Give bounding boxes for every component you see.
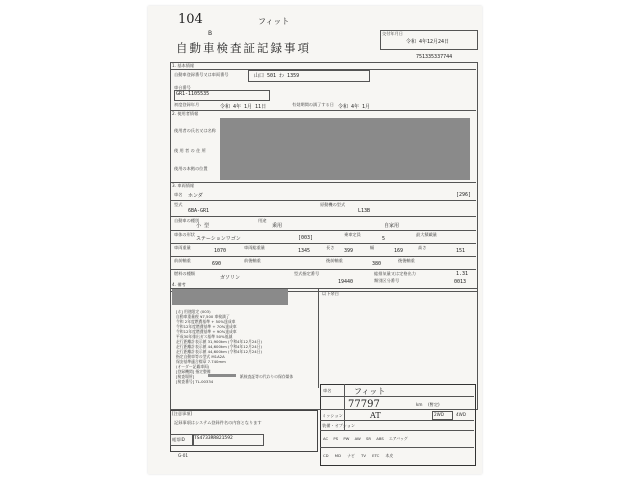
gross-label: 車両総重量 — [244, 245, 265, 250]
option-item: PS — [333, 436, 339, 441]
stamp-mission-value: AT — [370, 411, 381, 420]
stamp-options-row — [323, 436, 408, 442]
notes-body: 記録事項はシステム登録件名の内容となります — [174, 420, 262, 425]
stamp-mileage-note: (暫定) — [428, 402, 440, 407]
notes-title: [注意事項] — [172, 411, 193, 416]
weight-value: 1070 — [214, 248, 227, 254]
remarks-text — [176, 309, 262, 384]
option-item: PW — [343, 436, 350, 441]
displacement-value: 1.31 — [456, 271, 469, 277]
reg-number-value: 山口 501 わ 1359 — [254, 73, 300, 79]
remarks-line: 令和12年度燃費基準 + 70%達成車 — [176, 324, 237, 329]
option-item: AW — [354, 436, 361, 441]
stamp-2wd-label: 2WD — [434, 412, 445, 417]
owner-name-label: 使用者の氏名又は名称 — [174, 128, 216, 133]
stamp-4wd-label: 4WD — [456, 412, 467, 417]
remarks-line: [登録機関] 指定整備 — [176, 369, 211, 374]
height-value: 151 — [456, 248, 466, 254]
handwritten-model: フィット — [258, 17, 290, 26]
use-label: 用途 — [258, 218, 267, 223]
remarks-redaction — [172, 289, 288, 305]
front-rear-axle-label: 前後軸重 — [244, 258, 261, 263]
remarks-line: 平成30年排出ガス基準 50%低減 — [176, 334, 233, 339]
model-no-label: 型式指定番号 — [294, 271, 320, 276]
section-remarks-heading: 4. 備考 — [172, 282, 186, 287]
section-vehicle-heading: 3. 車両情報 — [172, 183, 195, 188]
type-label: 自動車の種別 — [174, 218, 200, 223]
issue-date-value: 令和 4年12月24日 — [406, 39, 450, 45]
remarks-line: 走行距離計表示値 44,600km (令和4年12月24日) — [176, 344, 262, 349]
option-item: SR — [365, 436, 372, 441]
stamp-options-label: 装備・オプション — [322, 423, 356, 428]
stamp-extra-options-row — [323, 453, 393, 459]
form-footer-code: G-01 — [178, 453, 189, 458]
rear-rear-axle-label: 後後軸重 — [398, 258, 415, 263]
blank-below-label: 以下余白 — [322, 291, 339, 296]
remarks-line: [検査場所] — [176, 374, 195, 379]
capacity-value: 5 — [382, 236, 386, 242]
weight-label: 車両重量 — [174, 245, 191, 250]
remarks-line: 走行距離計表示値 44,600km (令和4年12月24日) — [176, 349, 262, 354]
first-reg-value: 令和 4年 1月 11日 — [220, 104, 267, 110]
expiry-value: 令和 4年 1月 — [338, 104, 371, 110]
option-item: エアバッグ — [389, 436, 408, 441]
body-code: [003] — [298, 235, 314, 241]
option-item: TV — [361, 453, 366, 458]
remarks-partial-redaction — [208, 374, 236, 377]
stamp-car-name-label: 車名 — [323, 388, 332, 393]
gross-value: 1345 — [298, 248, 311, 254]
stamp-car-name-value: フィット — [354, 387, 386, 396]
owner-info-redaction — [220, 118, 470, 180]
length-value: 399 — [344, 248, 354, 254]
use-value: 乗用 — [272, 223, 283, 229]
height-label: 高さ — [418, 245, 427, 250]
stamp-mileage-value: 77797 — [348, 399, 380, 410]
engine-label: 原動機の型式 — [320, 202, 346, 207]
option-item: ETC — [372, 453, 380, 458]
front-axle-value: 690 — [212, 261, 222, 267]
width-value: 169 — [394, 248, 404, 254]
owner-address-label: 使 用 者 の 住 所 — [174, 148, 206, 153]
option-item: AC — [323, 436, 329, 441]
remarks-line: 自動車重量税 ¥7,500 車検満了 — [176, 314, 230, 319]
handwritten-number: 104 — [178, 12, 203, 27]
body-label: 車体の形状 — [174, 232, 195, 237]
chassis-value: GR1-1105535 — [176, 91, 210, 97]
remarks-line: 指定自動車等の型式 M1A2A — [176, 354, 225, 359]
remarks-line: 走行距離計表示値 31,900km (令和4年12月24日) — [176, 339, 262, 344]
width-label: 幅 — [370, 245, 375, 250]
model-no-value: 19440 — [338, 279, 354, 285]
option-item: ABS — [376, 436, 384, 441]
option-item: ナビ — [347, 453, 355, 458]
model-value: 6BA-GR1 — [188, 208, 210, 214]
option-item: 本皮 — [385, 453, 394, 458]
document-title: 自動車検査証記録事項 — [176, 41, 311, 55]
remarks-line: 保安基準適合標章 7.740mm — [176, 359, 226, 364]
remarks-line: 令和 2年度燃費基準 + 50%達成車 — [176, 319, 236, 324]
maker-code: [296] — [456, 192, 472, 198]
form-id-label: 帳票ID — [172, 437, 185, 442]
inspection-certificate-sheet — [148, 6, 482, 474]
fuel-value: ガソリン — [220, 275, 241, 281]
issue-date-label: 交付年月日 — [382, 31, 403, 36]
capacity-label: 乗車定員 — [344, 232, 361, 237]
owner-base-label: 使用の本拠の位置 — [174, 166, 208, 171]
first-reg-label: 初度登録年月 — [174, 102, 200, 107]
displacement-label: 総排気量又は定格出力 — [374, 271, 416, 276]
option-item: CD — [323, 453, 329, 458]
type-value: 小 型 — [196, 223, 210, 229]
body-value: ステーションワゴン — [196, 236, 241, 242]
expiry-label: 有効期間の満了する日 — [292, 102, 334, 107]
form-id-value: TS4733RR821592 — [194, 436, 233, 441]
remarks-line: (オーダー記載車両) — [176, 364, 210, 369]
engine-value: L13B — [358, 208, 371, 214]
length-label: 長さ — [326, 245, 335, 250]
model-label: 型式 — [174, 202, 183, 207]
remarks-line: [検査番号] TL-00334 — [176, 379, 214, 384]
chassis-label: 車台番号 — [174, 85, 191, 90]
section-basic-heading: 1. 基本情報 — [172, 63, 195, 68]
rear-axle-label: 後前軸重 — [326, 258, 343, 263]
fuel-label: 燃料の種類 — [174, 271, 195, 276]
remarks-extra: 紙検査証等の代わりの保存媒体 — [240, 374, 294, 379]
maker-label: 車名 — [174, 192, 183, 197]
category-label: 類別区分番号 — [374, 278, 400, 283]
stamp-mission-label: ミッション — [322, 413, 343, 418]
remarks-line: 令和12年度燃費基準 + 90%達成車 — [176, 329, 237, 334]
maker-value: ホンダ — [188, 193, 203, 199]
remarks-line: [ホ] 用途限定 (003) — [176, 309, 211, 314]
header-letter: B — [208, 30, 213, 37]
reg-number-label: 自動車登録番号又は車両番号 — [174, 72, 229, 77]
category-value: 0013 — [454, 279, 467, 285]
option-item: MD — [334, 453, 341, 458]
max-load-label: 最大積載量 — [416, 232, 437, 237]
document-number: 751335337744 — [416, 54, 453, 60]
front-axle-label: 前前軸重 — [174, 258, 191, 263]
stamp-mileage-unit: km — [416, 402, 423, 407]
purpose-value: 自家用 — [384, 223, 400, 229]
section-owner-heading: 2. 使用者情報 — [172, 111, 199, 116]
rear-axle-value: 380 — [372, 261, 382, 267]
